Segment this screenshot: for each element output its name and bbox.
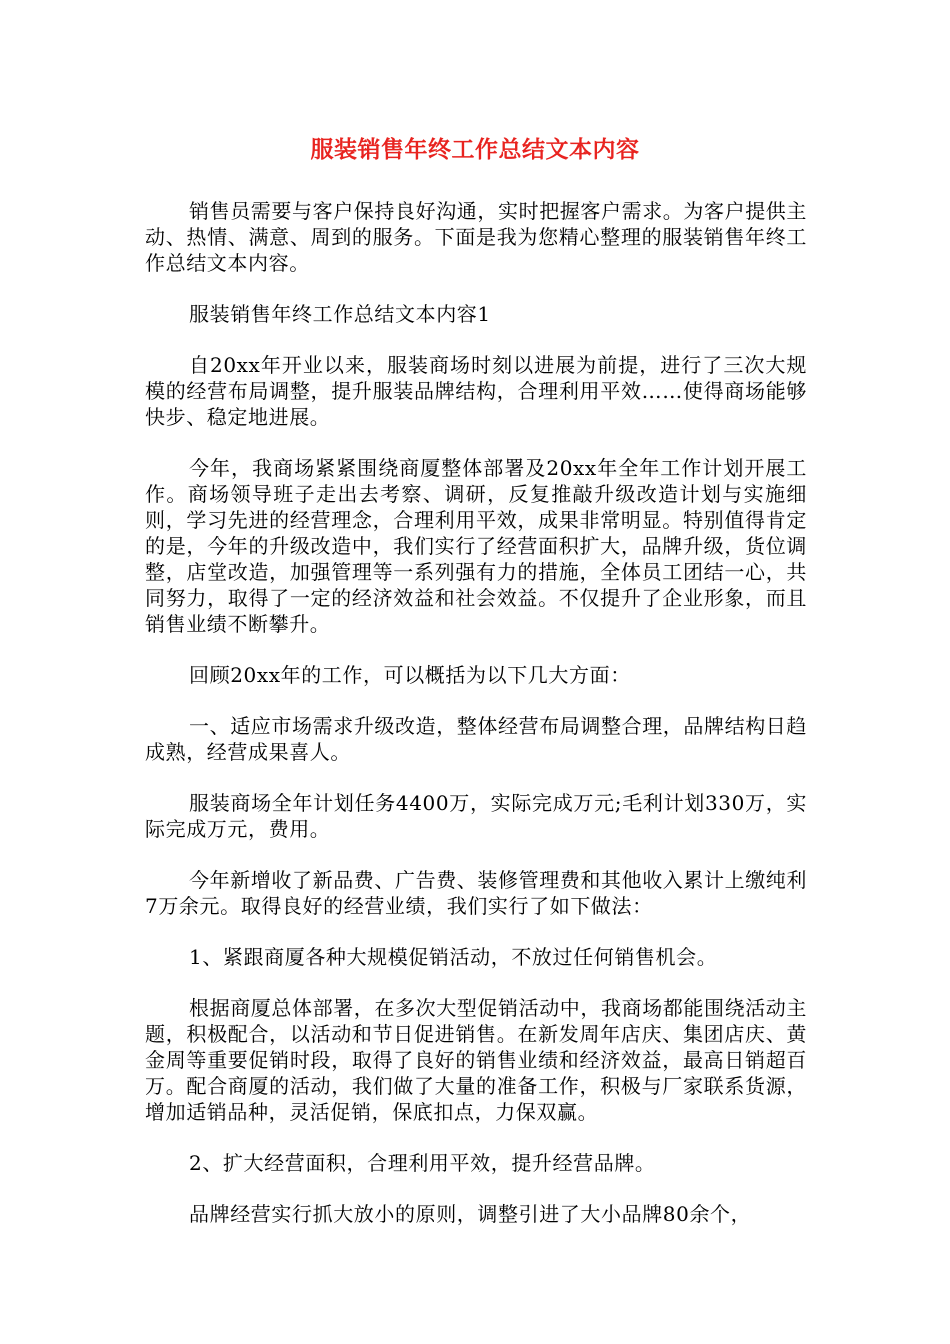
paragraph: 自20xx年开业以来，服装商场时刻以进展为前提，进行了三次大规模的经营布局调整，提升服装品牌结构，合理利用平效……使得商场能够快步、稳定地进展。 xyxy=(145,353,807,429)
paragraph: 今年，我商场紧紧围绕商厦整体部署及20xx年全年工作计划开展工作。商场领导班子走出去考察、调研，反复推敲升级改造计划与实施细则，学习先进的经营理念，合理利用平效，成果非常明显。特别值得肯定的是，今年的升级改造中，我们实行了经营面积扩大，品牌升级，货位调整，店堂改造，加强管理等一系列强有力的措施，全体员工团结一心，共同努力，取得了一定的经济效益和社会效益。不仅提升了企业形象，而且销售业绩不断攀升。 xyxy=(145,456,807,636)
paragraph: 1、紧跟商厦各种大规模促销活动，不放过任何销售机会。 xyxy=(189,945,718,969)
document-title: 服装销售年终工作总结文本内容 xyxy=(310,137,640,163)
paragraph: 今年新增收了新品费、广告费、装修管理费和其他收入累计上缴纯利7万余元。取得良好的经营业绩，我们实行了如下做法： xyxy=(145,868,807,918)
paragraph: 品牌经营实行抓大放小的原则，调整引进了大小品牌80余个， xyxy=(189,1202,752,1226)
paragraph: 2、扩大经营面积，合理利用平效，提升经营品牌。 xyxy=(189,1151,656,1175)
document-body xyxy=(145,198,807,1252)
paragraph: 回顾20xx年的工作，可以概括为以下几大方面： xyxy=(189,663,631,687)
paragraph-intro: 销售员需要与客户保持良好沟通，实时把握客户需求。为客户提供主动、热情、满意、周到的服务。下面是我为您精心整理的服装销售年终工作总结文本内容。 xyxy=(145,199,807,275)
paragraph: 服装商场全年计划任务4400万，实际完成万元;毛利计划330万，实际完成万元，费用。 xyxy=(145,791,807,841)
paragraph: 根据商厦总体部署，在多次大型促销活动中，我商场都能围绕活动主题，积极配合，以活动和节日促进销售。在新发周年店庆、集团店庆、黄金周等重要促销时段，取得了良好的销售业绩和经济效益，最高日销超百万。配合商厦的活动，我们做了大量的准备工作，积极与厂家联系货源，增加适销品种，灵活促销，保底扣点，力保双赢。 xyxy=(145,996,807,1124)
section-heading: 服装销售年终工作总结文本内容1 xyxy=(189,302,491,326)
paragraph: 一、适应市场需求升级改造，整体经营布局调整合理，品牌结构日趋成熟，经营成果喜人。 xyxy=(145,714,807,764)
